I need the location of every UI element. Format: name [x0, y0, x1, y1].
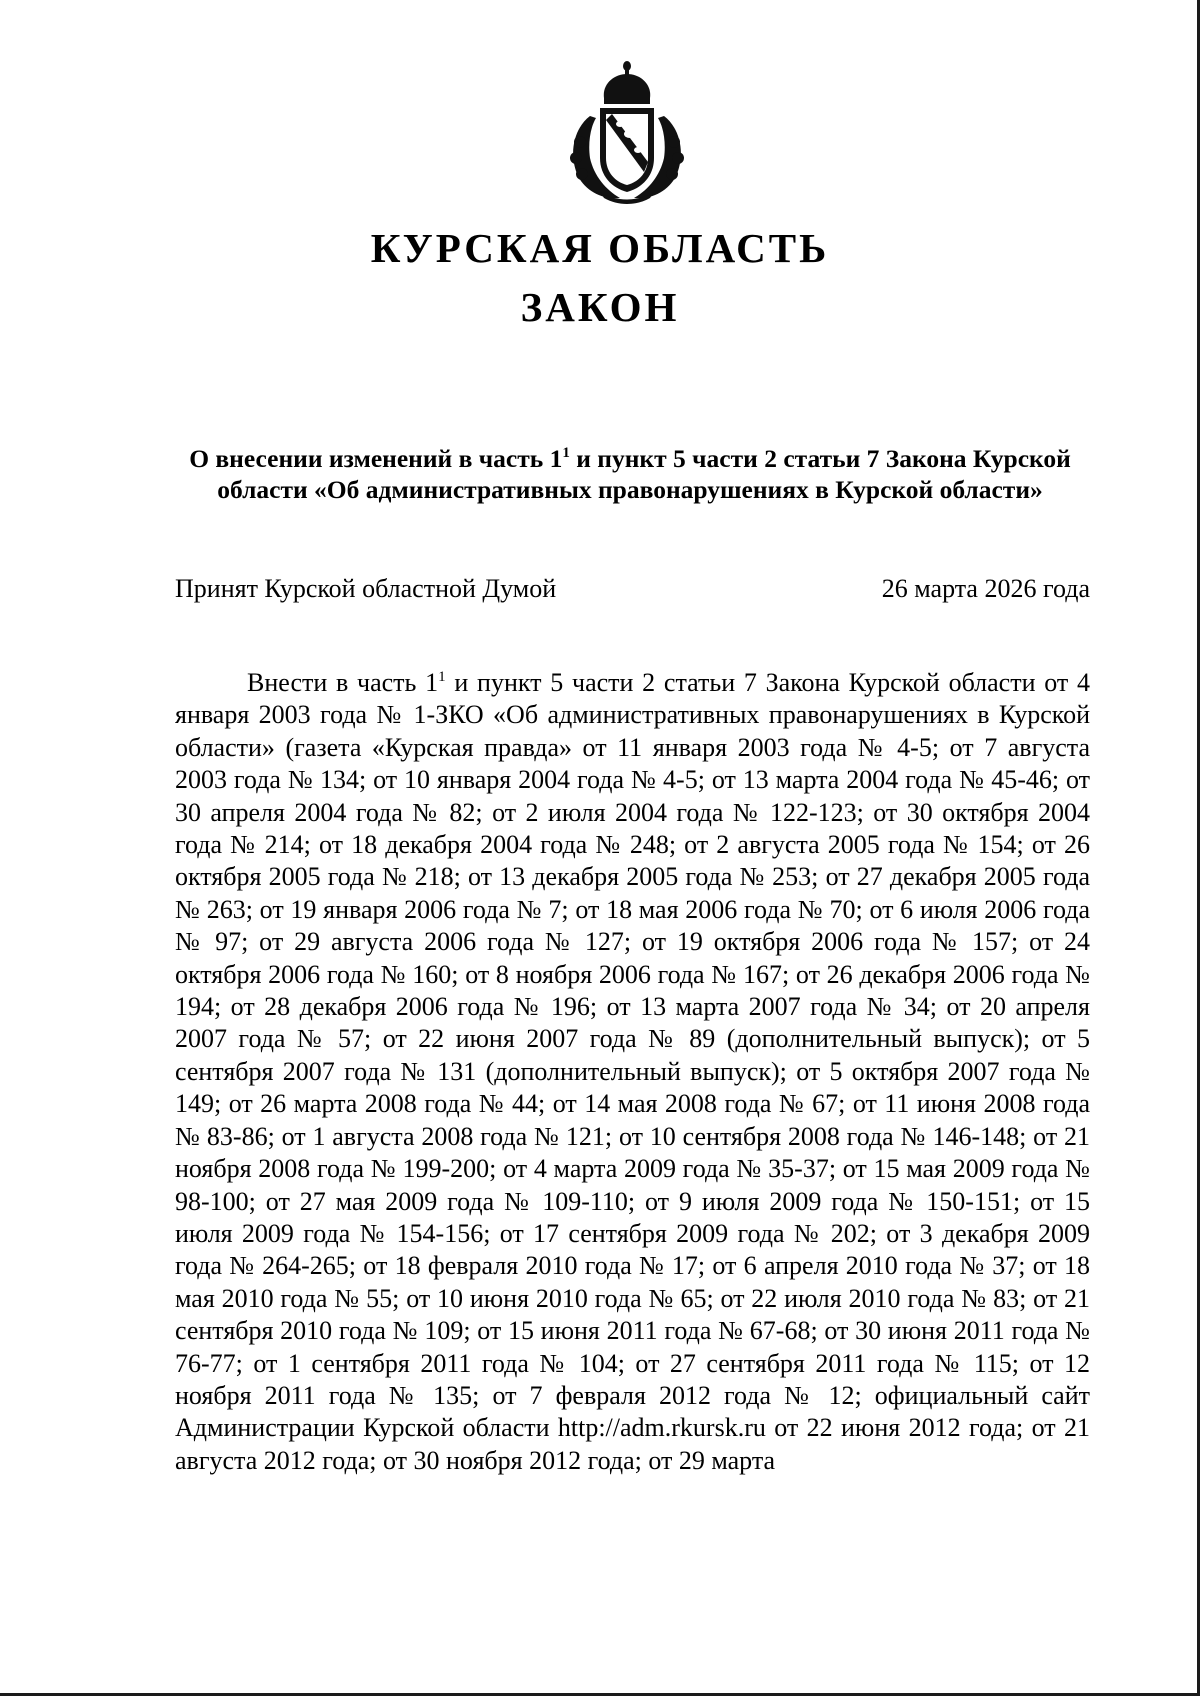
body-superscript: 1	[438, 669, 446, 685]
kursk-coat-of-arms-icon	[560, 58, 694, 208]
body-text-end: и пункт 5 части 2 статьи 7 Закона Курской области от 4 января 2003 года № 1-ЗКО «Об административных правонарушениях в Курской области» (газета «Курская правда» от 11 января 2003 года № 4-5; от 7 августа 2003 года № 134; от 10 января 2004 года № 4-5; от 13 марта 2004 года № 45-46; от 30 апреля 2004 года № 82; от 2 июля 2004 года № 122-123; от 30 октября 2004 года № 214; от 18 декабря 2004 года № 248; от 2 августа 2005 года № 154; от 26 октября 2005 года № 218; от 13 декабря 2005 года № 253; от 27 декабря 2005 года № 263; от 19 января 2006 года № 7; от 18 мая 2006 года № 70; от 6 июля 2006 года № 97; от 29 августа 2006 года № 127; от 19 октября 2006 года № 157; от 24 октября 2006 года № 160; от 8 ноября 2006 года № 167; от 26 декабря 2006 года № 194; от 28 декабря 2006 года № 196; от 13 марта 2007 года № 34; от 20 апреля 2007 года № 57; от 22 июня 2007 года № 89 (дополнительный выпуск); от 5 сентября 2007 года № 131 (дополнительный выпуск); от 5 октября 2007 года № 149; от 26 марта 2008 года № 44; от 14 мая 2008 года № 67; от 11 июня 2008 года № 83-86; от 1 августа 2008 года № 121; от 10 сентября 2008 года № 146-148; от 21 ноября 2008 года № 199-200; от 4 марта 2009 года № 35-37; от 15 мая 2009 года № 98-100; от 27 мая 2009 года № 109-110; от 9 июля 2009 года № 150-151; от 15 июля 2009 года № 154-156; от 17 сентября 2009 года № 202; от 3 декабря 2009 года № 264-265; от 18 февраля 2010 года № 17; от 6 апреля 2010 года № 37; от 18 мая 2010 года № 55; от 10 июня 2010 года № 65; от 22 июля 2010 года № 83; от 21 сентября 2010 года № 109; от 15 июня 2011 года № 67-68; от 30 июня 2011 года № 76-77; от 1 сентября 2011 года № 104; от 27 сентября 2011 года № 115; от 12 ноября 2011 года № 135; от 7 февраля 2012 года № 12; официальный сайт Администрации Курской области http://adm.rkursk.ru от 22 июня 2012 года; от 21 августа 2012 года; от 30 ноября 2012 года; от 29 марта	[175, 668, 1090, 1475]
subject-text-end: и пункт 5 части 2 статьи 7 Закона Курской области «Об административных правонарушениях в Курской области»	[217, 444, 1071, 504]
body-paragraph	[175, 667, 1090, 1477]
document-type-title: ЗАКОН	[520, 284, 680, 330]
adoption-date: 26 марта 2026 года	[881, 574, 1090, 603]
adopted-by: Принят Курской областной Думой	[175, 574, 557, 603]
region-title: КУРСКАЯ ОБЛАСТЬ	[370, 225, 830, 271]
subject-superscript: 1	[562, 445, 570, 461]
adoption-line	[175, 574, 1090, 604]
subject-text-start: О внесении изменений в часть 1	[189, 444, 563, 473]
body-text-start: Внести в часть 1	[247, 668, 439, 697]
law-subject-heading	[150, 443, 1110, 505]
